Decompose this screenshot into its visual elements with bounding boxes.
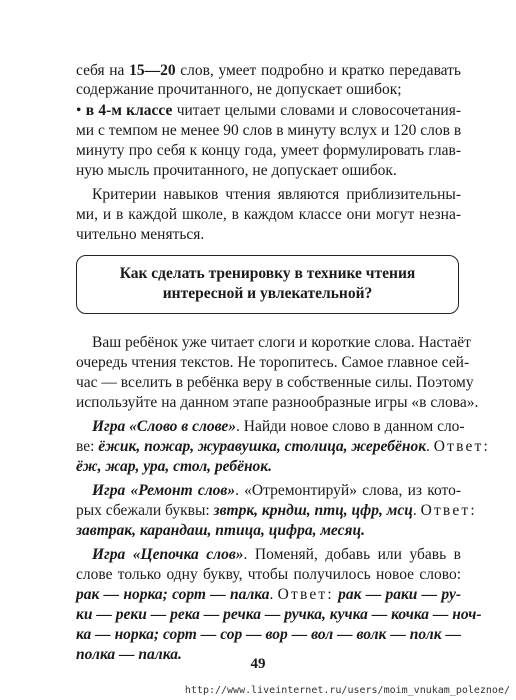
- answer-label: Ответ:: [433, 438, 490, 455]
- section-heading-line: Как сделать тренировку в технике чтения: [119, 265, 416, 282]
- task-words: звтрк, крндш, птц, цфр, мсц: [213, 502, 413, 519]
- text-line: слове только одну букву, чтобы получилось новое слово:: [76, 566, 461, 583]
- answer-label: Ответ:: [420, 502, 477, 519]
- text-run: ве:: [76, 438, 99, 455]
- answer-words: ёж, жар, ура, стол, ребёнок.: [76, 458, 273, 475]
- section-heading-box: [76, 255, 459, 314]
- word-count-range: 15—20: [129, 62, 176, 79]
- text-run: .: [269, 586, 278, 603]
- text-run: слов, умеет подробно и кратко передавать: [175, 62, 461, 79]
- game-title: Игра «Ремонт слов»: [92, 482, 236, 499]
- text-line: час — вселить в ребёнка веру в собственные силы. Поэтому: [76, 374, 474, 391]
- text-run: .: [426, 438, 434, 455]
- answer-words: ки — реки — река — речка — ручка, кучка — кочка — ноч-: [76, 606, 482, 623]
- bullet-line: [76, 101, 461, 120]
- task-words: рак — норка; сорт — палка: [76, 586, 270, 603]
- text-run: рых сбежали буквы:: [76, 502, 214, 519]
- text-line: [76, 437, 490, 456]
- answer-label: Ответ:: [277, 586, 334, 603]
- text-line: ми с темпом не менее 90 слов в минуту вслух и 120 слов в: [76, 122, 462, 139]
- page-number: 49: [250, 656, 266, 672]
- section-heading-line: интересной и увлекательной?: [162, 285, 373, 302]
- game-title-line: [92, 417, 465, 436]
- text-line: Ваш ребёнок уже читает слоги и короткие слова. Настаёт: [92, 334, 471, 351]
- text-line: содержание прочитанного, не допускает ошибок;: [76, 81, 402, 98]
- text-line: [76, 501, 477, 520]
- text-line: ми, и в каждой школе, в каждом классе они могут незна-: [76, 206, 461, 223]
- text-line: Критерии навыков чтения являются приблизительны-: [92, 186, 461, 203]
- text-line: очередь чтения текстов. Не торопитесь. Самое главное сей-: [76, 354, 470, 371]
- game-title-line: [92, 481, 461, 500]
- game-title-line: [92, 545, 461, 564]
- text-line: [76, 61, 461, 80]
- text-run: читает целыми словами и словосочетания-: [172, 102, 461, 119]
- game-title: Игра «Цепочка слов»: [92, 546, 244, 563]
- source-url: http://www.liveinternet.ru/users/moim_vnukam_poleznoe/: [184, 685, 510, 696]
- text-run: .: [412, 502, 421, 519]
- answer-words: завтрак, карандаш, птица, цифра, месяц.: [76, 522, 365, 539]
- answer-words: ка — норка; сорт — сор — вор — вол — волк — полк —: [76, 626, 461, 643]
- text-run: . Найди новое слово в данном сло-: [236, 418, 465, 435]
- answer-words: рак — раки — ру-: [338, 586, 462, 603]
- text-line: [76, 585, 461, 604]
- text-line: чительно меняться.: [76, 226, 205, 243]
- text-run: . Поменяй, добавь или убавь в: [243, 546, 461, 563]
- text-line: минуту про себя к концу года, умеет формулировать глав-: [76, 142, 461, 159]
- answer-words: полка — палка.: [76, 646, 182, 663]
- game-title: Игра «Слово в слове»: [92, 418, 237, 435]
- task-words: ёжик, пожар, журавушка, столица, жеребёнок: [98, 438, 427, 455]
- text-run: себя на: [76, 62, 130, 79]
- bullet: •: [76, 102, 86, 119]
- grade-label: в 4-м классе: [85, 102, 173, 119]
- text-run: . «Отремонтируй» слова, из кото-: [235, 482, 461, 499]
- text-line: ную мысль прочитанного, не допускает ошибок.: [76, 162, 397, 179]
- text-line: используйте на данном этапе разнообразные игры «в слова».: [76, 394, 479, 411]
